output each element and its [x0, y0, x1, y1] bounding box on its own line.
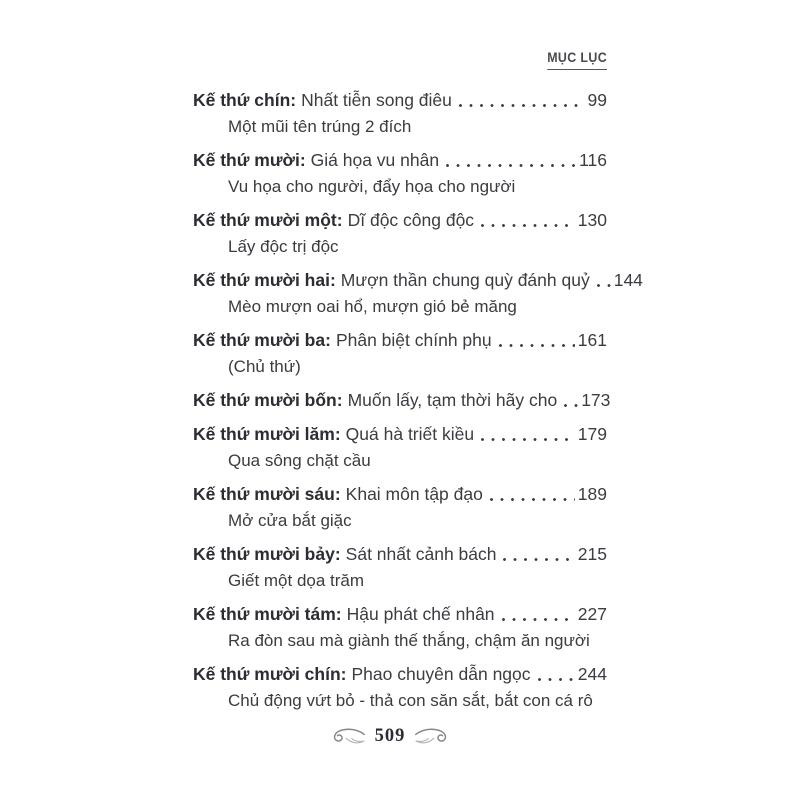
toc-entry-label: Kế thứ mười hai:: [193, 270, 336, 290]
toc-entry-page-number: 227: [577, 604, 607, 624]
toc-entry-line: [193, 206, 607, 234]
toc-entry-page-number: 173: [581, 390, 611, 410]
toc-entry: [193, 660, 607, 714]
toc-entry-label: Kế thứ mười một:: [193, 210, 343, 230]
flourish-right-icon: [414, 727, 452, 747]
toc-entry: [193, 386, 611, 414]
toc-entry-line: [193, 386, 611, 414]
toc-entry: [193, 146, 607, 200]
dot-leader: [503, 540, 574, 568]
toc-entry-page-number: 179: [577, 424, 607, 444]
running-head: MỤC LỤC: [547, 50, 607, 70]
toc-entry: [193, 480, 607, 534]
toc-entry-label: Kế thứ mười ba:: [193, 330, 331, 350]
toc-entry-line: [193, 600, 607, 628]
toc-entry-subtitle: Vu họa cho người, đẩy họa cho người: [228, 177, 516, 196]
toc-entry-title: Phao chuyên dẫn ngọc: [351, 664, 531, 684]
dot-leader: [538, 660, 575, 688]
page-footer: [0, 726, 780, 747]
toc-entry-page-number: 116: [579, 150, 607, 170]
toc-entry-line: [193, 326, 607, 354]
toc-entry-label: Kế thứ mười chín:: [193, 664, 347, 684]
toc-entry-label: Kế thứ mười:: [193, 150, 306, 170]
toc-entry-subtitle: Mèo mượn oai hổ, mượn gió bẻ măng: [228, 297, 517, 316]
footer-page-number: 509: [374, 726, 406, 746]
toc-entry-line: [193, 146, 607, 174]
toc-entry-page-number: 99: [587, 90, 607, 110]
toc-entry-line: [193, 86, 607, 114]
toc-entry-label: Kế thứ mười bảy:: [193, 544, 341, 564]
toc-entry-subtitle: Ra đòn sau mà giành thế thắng, chậm ăn người: [228, 631, 590, 650]
toc-entry-page-number: 215: [577, 544, 607, 564]
toc-entry-title: Mượn thần chung quỳ đánh quỷ: [340, 270, 590, 290]
toc-entry: [193, 326, 607, 380]
toc-entry-title: Dĩ độc công độc: [347, 210, 475, 230]
toc-entry-subtitle: (Chủ thứ): [228, 357, 301, 376]
toc-entry-page-number: 161: [577, 330, 607, 350]
toc-entry-subtitle: Giết một dọa trăm: [228, 571, 365, 590]
toc-entry-subtitle: Một mũi tên trúng 2 đích: [228, 117, 412, 136]
toc-entry-subtitle: Lấy độc trị độc: [228, 237, 339, 256]
toc-entry: [193, 600, 607, 654]
toc-entry-label: Kế thứ mười tám:: [193, 604, 342, 624]
toc-entry-page-number: 144: [613, 270, 643, 290]
toc-entry-label: Kế thứ mười bốn:: [193, 390, 343, 410]
toc-entry-title: Sát nhất cảnh bách: [345, 544, 497, 564]
dot-leader: [490, 480, 575, 508]
dot-leader: [459, 86, 585, 114]
toc-entry-line: [193, 480, 607, 508]
toc-entry: [193, 86, 607, 140]
toc-entry: [193, 540, 607, 594]
dot-leader: [446, 146, 576, 174]
toc-entry-line: [193, 660, 607, 688]
toc-entry-subtitle: Chủ động vứt bỏ - thả con săn sắt, bắt con cá rô: [228, 691, 593, 710]
toc-entry-subtitle: Mở cửa bắt giặc: [228, 511, 352, 530]
dot-leader: [481, 420, 575, 448]
dot-leader: [502, 600, 575, 628]
toc-entry-title: Nhất tiễn song điêu: [301, 90, 452, 110]
dot-leader: [481, 206, 575, 234]
toc-entry: [193, 266, 643, 320]
toc-entry-line: [193, 420, 607, 448]
toc-entry-subtitle: Qua sông chặt cầu: [228, 451, 371, 470]
flourish-left-icon: [328, 727, 366, 747]
toc-entry: [193, 206, 607, 260]
toc-entry-title: Phân biệt chính phụ: [335, 330, 492, 350]
dot-leader: [597, 266, 611, 294]
toc-entry-title: Muốn lấy, tạm thời hãy cho: [347, 390, 558, 410]
toc-entry-title: Hậu phát chế nhân: [346, 604, 495, 624]
toc-list: [193, 86, 643, 720]
toc-entry-title: Khai môn tập đạo: [345, 484, 483, 504]
toc-entry: [193, 420, 607, 474]
toc-entry-label: Kế thứ chín:: [193, 90, 297, 110]
dot-leader: [499, 326, 575, 354]
dot-leader: [564, 386, 578, 414]
toc-entry-label: Kế thứ mười lăm:: [193, 424, 341, 444]
toc-entry-line: [193, 540, 607, 568]
toc-entry-title: Giá họa vu nhân: [310, 150, 440, 170]
toc-entry-page-number: 244: [577, 664, 607, 684]
toc-entry-title: Quá hà triết kiều: [345, 424, 475, 444]
toc-entry-page-number: 189: [577, 484, 607, 504]
toc-entry-label: Kế thứ mười sáu:: [193, 484, 341, 504]
toc-entry-line: [193, 266, 643, 294]
toc-entry-page-number: 130: [577, 210, 607, 230]
